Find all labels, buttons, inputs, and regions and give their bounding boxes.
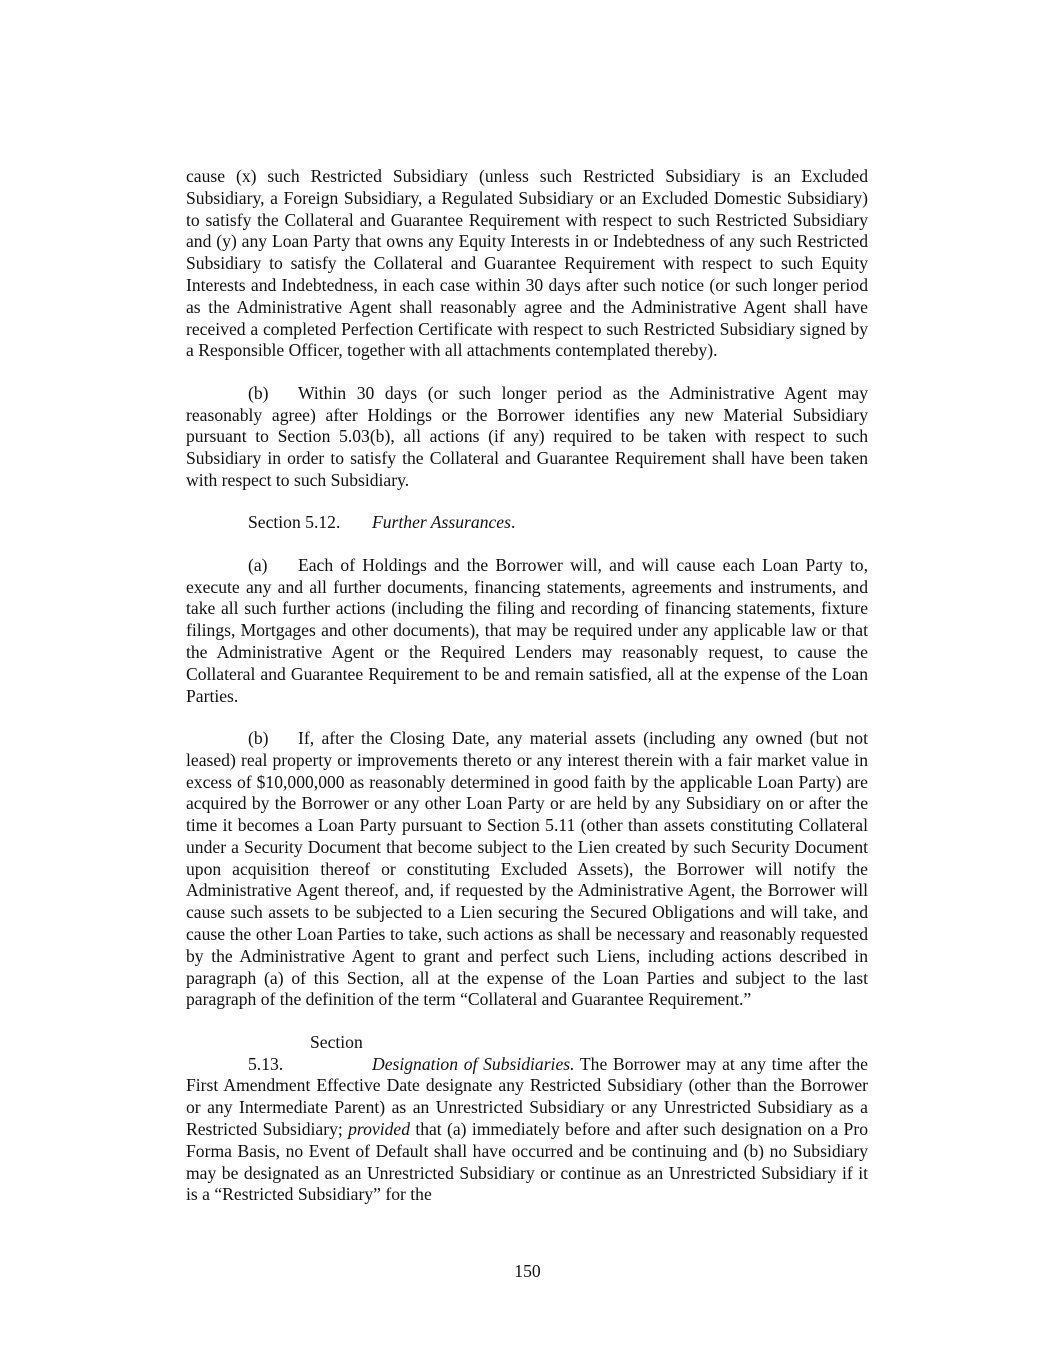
- section-title-period: .: [510, 512, 516, 533]
- paragraph-text: If, after the Closing Date, any material assets (including any owned (but not leased) real property or improvements thereto or any interest therein with a fair market value in excess of $10,000,000 as reasonably determined in good faith by the applicable Loan Party) are acquired by the Borrower or any other Loan Party or are held by any Subsidiary on or after the time it becomes a Loan Party pursuant to Section 5.11 (other than assets constituting Collateral under a Security Document that become subject to the Lien created by such Security Document upon acquisition thereof or constituting Excluded Assets), the Borrower will notify the Administrative Agent thereof, and, if requested by the Administrative Agent, the Borrower will cause such assets to be subjected to a Lien securing the Secured Obligations and will take, and cause the other Loan Parties to take, such actions as shall be necessary and reasonably requested by the Administrative Agent to grant and perfect such Liens, including actions described in paragraph (a) of this Section, all at the expense of the Loan Parties and subject to the last paragraph of the definition of the term “Collateral and Guarantee Requirement.”: [186, 727, 868, 1010]
- document-page: [186, 166, 868, 1227]
- paragraph-text: Each of Holdings and the Borrower will, and will cause each Loan Party to, execute any and all further documents, financing statements, agreements and instruments, and take all such further actions (including the filing and recording of financing statements, fixture filings, Mortgages and other documents), that may be required under any applicable law or that the Administrative Agent or the Required Lenders may reasonably request, to cause the Collateral and Guarantee Requirement to be and remain satisfied, all at the expense of the Loan Parties.: [186, 554, 868, 706]
- paragraph-continued: cause (x) such Restricted Subsidiary (unless such Restricted Subsidiary is an Excluded Subsidiary, a Foreign Subsidiary, a Regulated Subsidiary or an Excluded Domestic Subsidiary) to satisfy the Collateral and Guarantee Requirement with respect to such Restricted Subsidiary and (y) any Loan Party that owns any Equity Interests in or Indebtedness of any such Restricted Subsidiary to satisfy the Collateral and Guarantee Requirement with respect to such Equity Interests and Indebtedness, in each case within 30 days after such notice (or such longer period as the Administrative Agent shall reasonably agree and the Administrative Agent shall have received a completed Perfection Certificate with respect to such Restricted Subsidiary signed by a Responsible Officer, together with all attachments contemplated thereby).: [186, 166, 868, 361]
- section-5-12-heading: [186, 512, 868, 534]
- section-number: Section 5.12.: [248, 512, 341, 533]
- clause-label: (b): [248, 727, 269, 748]
- provided-term: provided: [348, 1119, 410, 1140]
- clause-label: (b): [248, 382, 269, 403]
- clause-label: (a): [248, 554, 268, 575]
- paragraph-text-cont: that (a) immediately before and after such designation on a Pro Forma Basis, no Event of Default shall have occurred and be continuing and (b) no Subsidiary may be designated as an Unrestricted Subsidiary or continue as an Unrestricted Subsidiary if it is a “Restricted Subsidiary” for the: [186, 1119, 868, 1205]
- section-title: Designation of Subsidiaries.: [372, 1053, 575, 1074]
- section-number: Section 5.13.: [248, 1031, 363, 1074]
- paragraph-text: Within 30 days (or such longer period as the Administrative Agent may reasonably agree) after Holdings or the Borrower identifies any new Material Subsidiary pursuant to Section 5.03(b), all actions (if any) required to be taken with respect to such Subsidiary in order to satisfy the Collateral and Guarantee Requirement shall have been taken with respect to such Subsidiary.: [186, 382, 868, 490]
- paragraph-b-subsidiary: [186, 383, 868, 492]
- section-title: Further Assurances: [372, 512, 511, 533]
- section-5-13-paragraph: [186, 1032, 868, 1206]
- paragraph-b-material-assets: [186, 728, 868, 1011]
- paragraph-a-further-assurances: [186, 555, 868, 708]
- paragraph-text: The Borrower may at any time after the First Amendment Effective Date designate any Restricted Subsidiary (other than the Borrower or any Intermediate Parent) as an Unrestricted Subsidiary or any Unrestricted Subsidiary as a Restricted Subsidiary;: [186, 1053, 868, 1140]
- page-number: 150: [514, 1261, 541, 1281]
